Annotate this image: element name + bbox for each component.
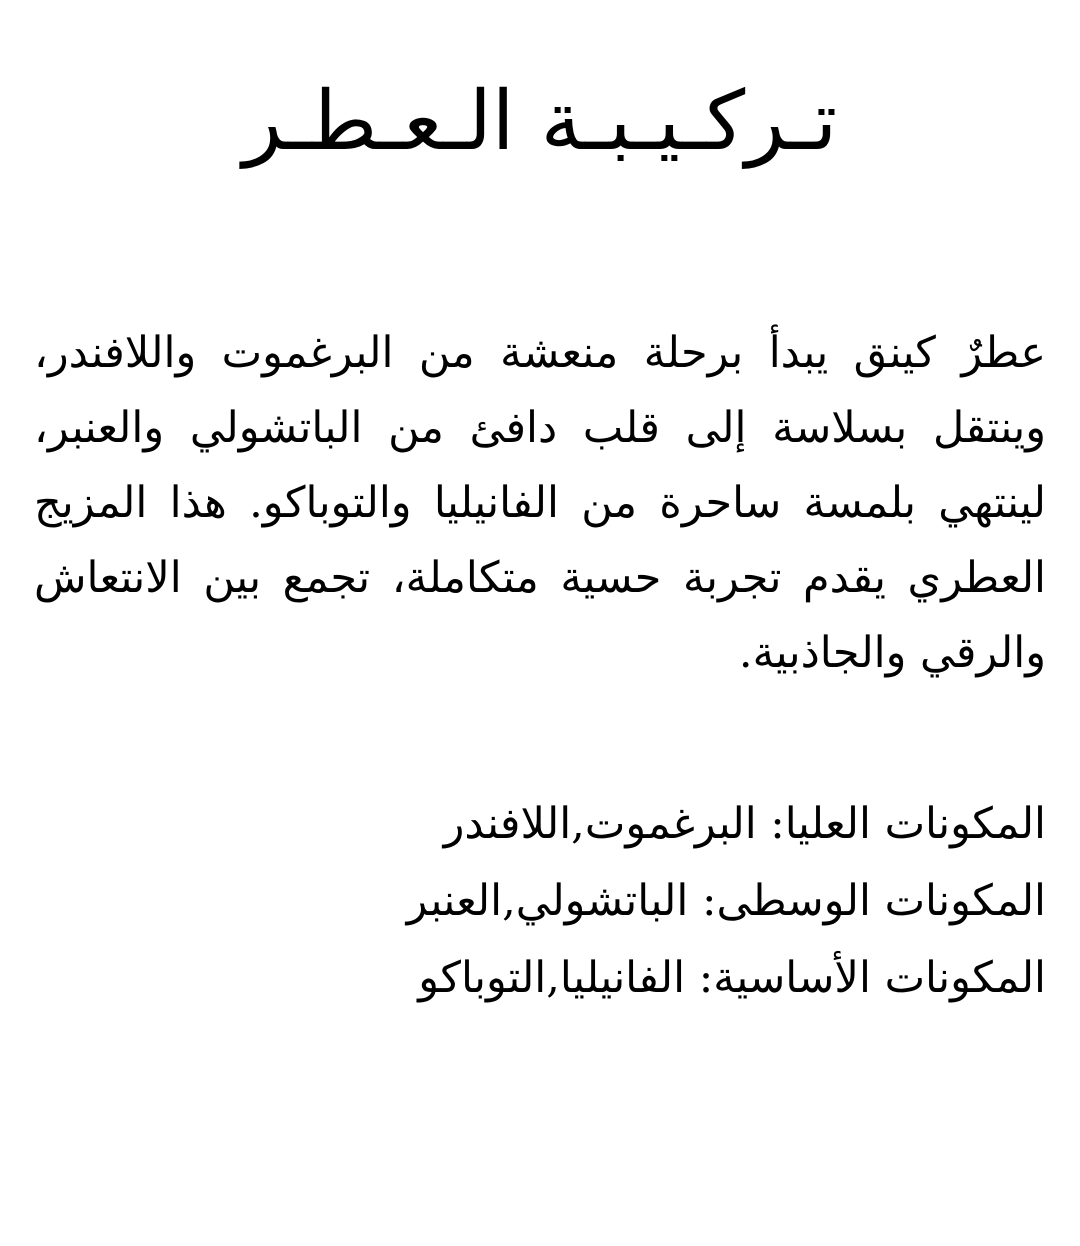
middle-notes-line: المكونات الوسطى: الباتشولي,العنبر — [406, 876, 1046, 926]
base-notes-line: المكونات الأساسية: الفانيليا,التوباكو — [418, 953, 1046, 1003]
top-notes-line: المكونات العليا: البرغموت,اللافندر — [443, 799, 1046, 849]
fragrance-notes-list — [34, 786, 1046, 1017]
perfume-description: عطرٌ كينق يبدأ برحلة منعشة من البرغموت واللافندر، وينتقل بسلاسة إلى قلب دافئ من الباتشولي والعنبر، لينتهي بلمسة ساحرة من الفانيليا والتوباكو. هذا المزيج العطري يقدم تجربة حسية متكاملة، تجمع بين الانتعاش والرقي والجاذبية. — [34, 328, 1046, 678]
page-title: تـركـيـبـة الـعـطـر — [242, 74, 838, 169]
